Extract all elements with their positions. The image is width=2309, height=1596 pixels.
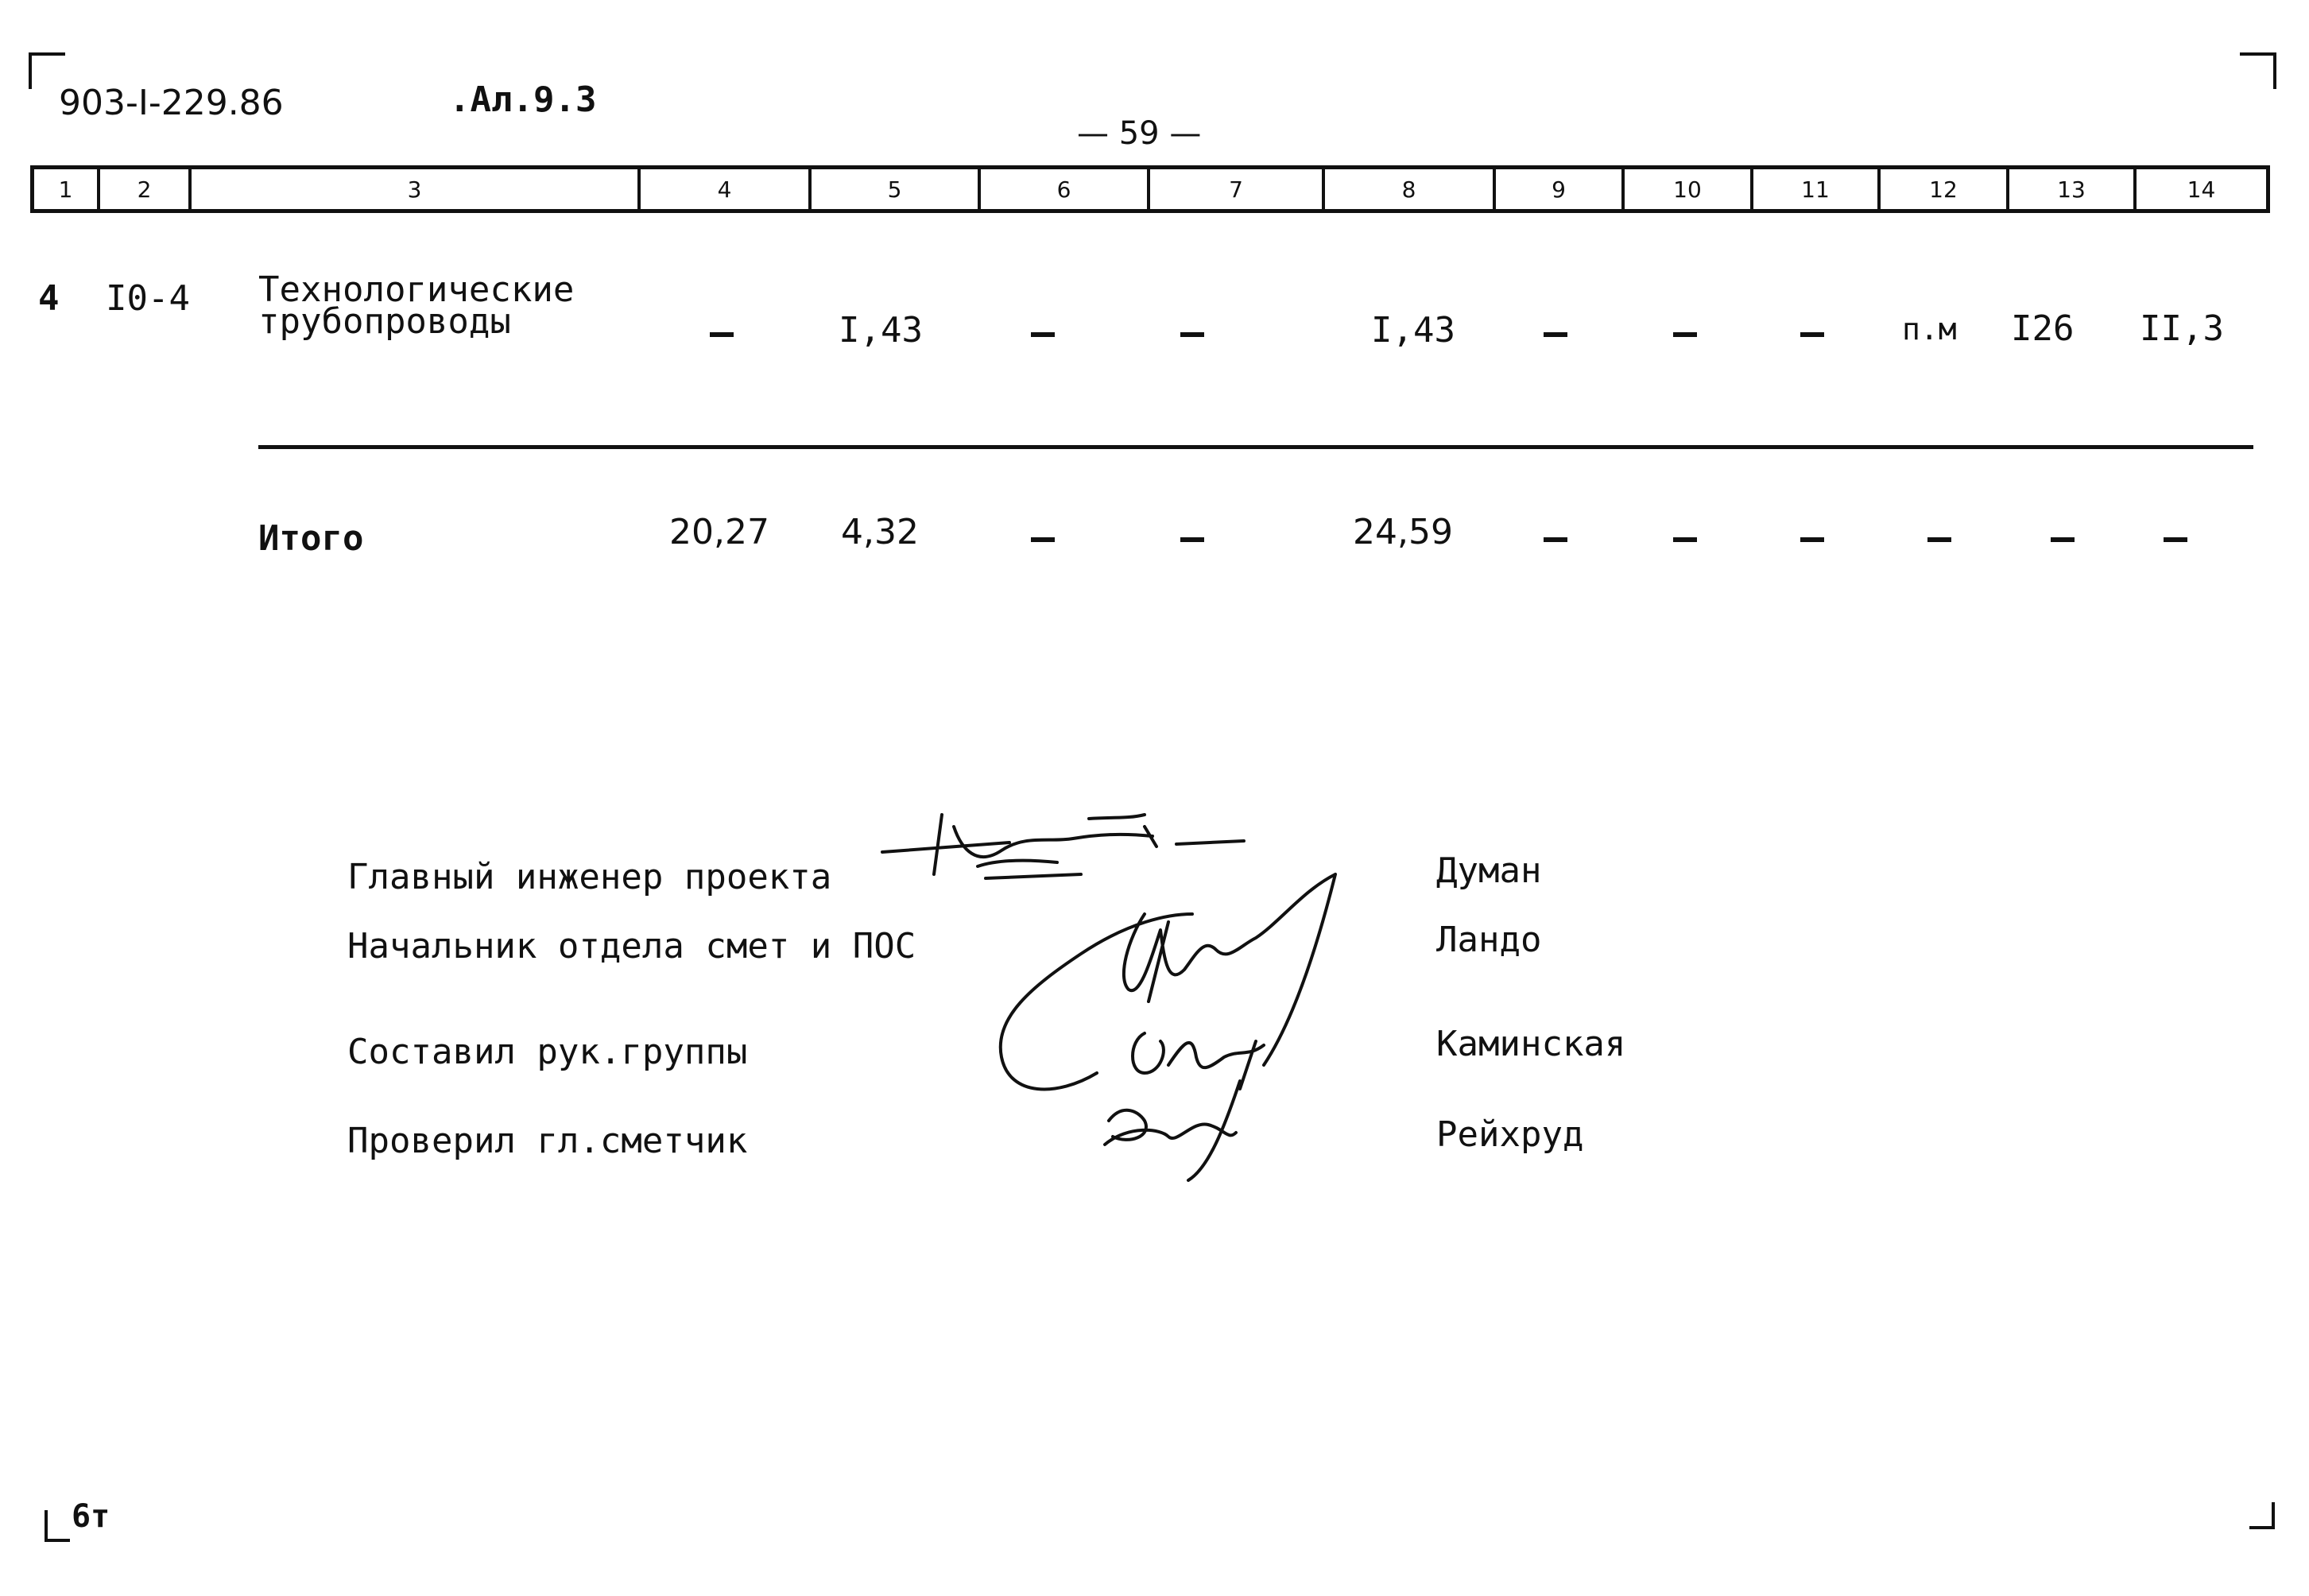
cell-position: 4 (38, 278, 60, 319)
cell-unit: п.м (1902, 312, 1957, 347)
signature-name: Ландо (1436, 920, 1542, 960)
total-label: Итого (258, 518, 364, 559)
cell-code: I0-4 (106, 278, 190, 319)
signature-role: Начальник отдела смет и ПОС (347, 926, 916, 967)
cell-name-line1: Технологические (258, 269, 575, 310)
column-header: 4 (641, 169, 812, 209)
footer-mark: 6т (72, 1498, 110, 1535)
document-reference: .Ал.9.3 (449, 79, 597, 120)
signature-name: Думан (1436, 850, 1542, 891)
column-header: 3 (192, 169, 641, 209)
total-c5: 4,32 (841, 512, 919, 552)
column-header: 13 (2009, 169, 2137, 209)
signature-name: Каминская (1436, 1024, 1626, 1064)
cell-c14: II,3 (2140, 308, 2224, 349)
total-c4: 20,27 (669, 512, 769, 552)
column-header: 5 (812, 169, 981, 209)
signature-name: Рейхруд (1436, 1114, 1584, 1155)
column-header: 8 (1325, 169, 1496, 209)
column-header: 6 (981, 169, 1150, 209)
signature-role: Составил рук.группы (347, 1032, 748, 1072)
document-number: 903-I-229.86 (59, 83, 284, 123)
signature-mark-4 (1105, 1081, 1240, 1180)
cell-c5: I,43 (839, 310, 923, 351)
column-header: 2 (100, 169, 192, 209)
column-header: 10 (1625, 169, 1753, 209)
cell-name-line2: трубопроводы (258, 301, 511, 342)
cell-c8: I,43 (1371, 310, 1455, 351)
signature-mark-3 (1133, 1033, 1264, 1089)
column-header: 14 (2187, 176, 2216, 203)
column-header: 11 (1753, 169, 1881, 209)
cell-c13: I26 (2011, 308, 2075, 349)
page-number: — 59 — (1077, 115, 1202, 152)
signature-mark-2 (1001, 874, 1335, 1089)
total-c8: 24,59 (1353, 512, 1453, 552)
column-header: 1 (34, 169, 100, 209)
column-header: 12 (1881, 169, 2009, 209)
signature-role: Главный инженер проекта (347, 857, 832, 897)
column-header: 9 (1496, 169, 1625, 209)
signature-role: Проверил гл.сметчик (347, 1121, 748, 1161)
signature-mark-1 (882, 815, 1244, 878)
column-header: 7 (1150, 169, 1325, 209)
